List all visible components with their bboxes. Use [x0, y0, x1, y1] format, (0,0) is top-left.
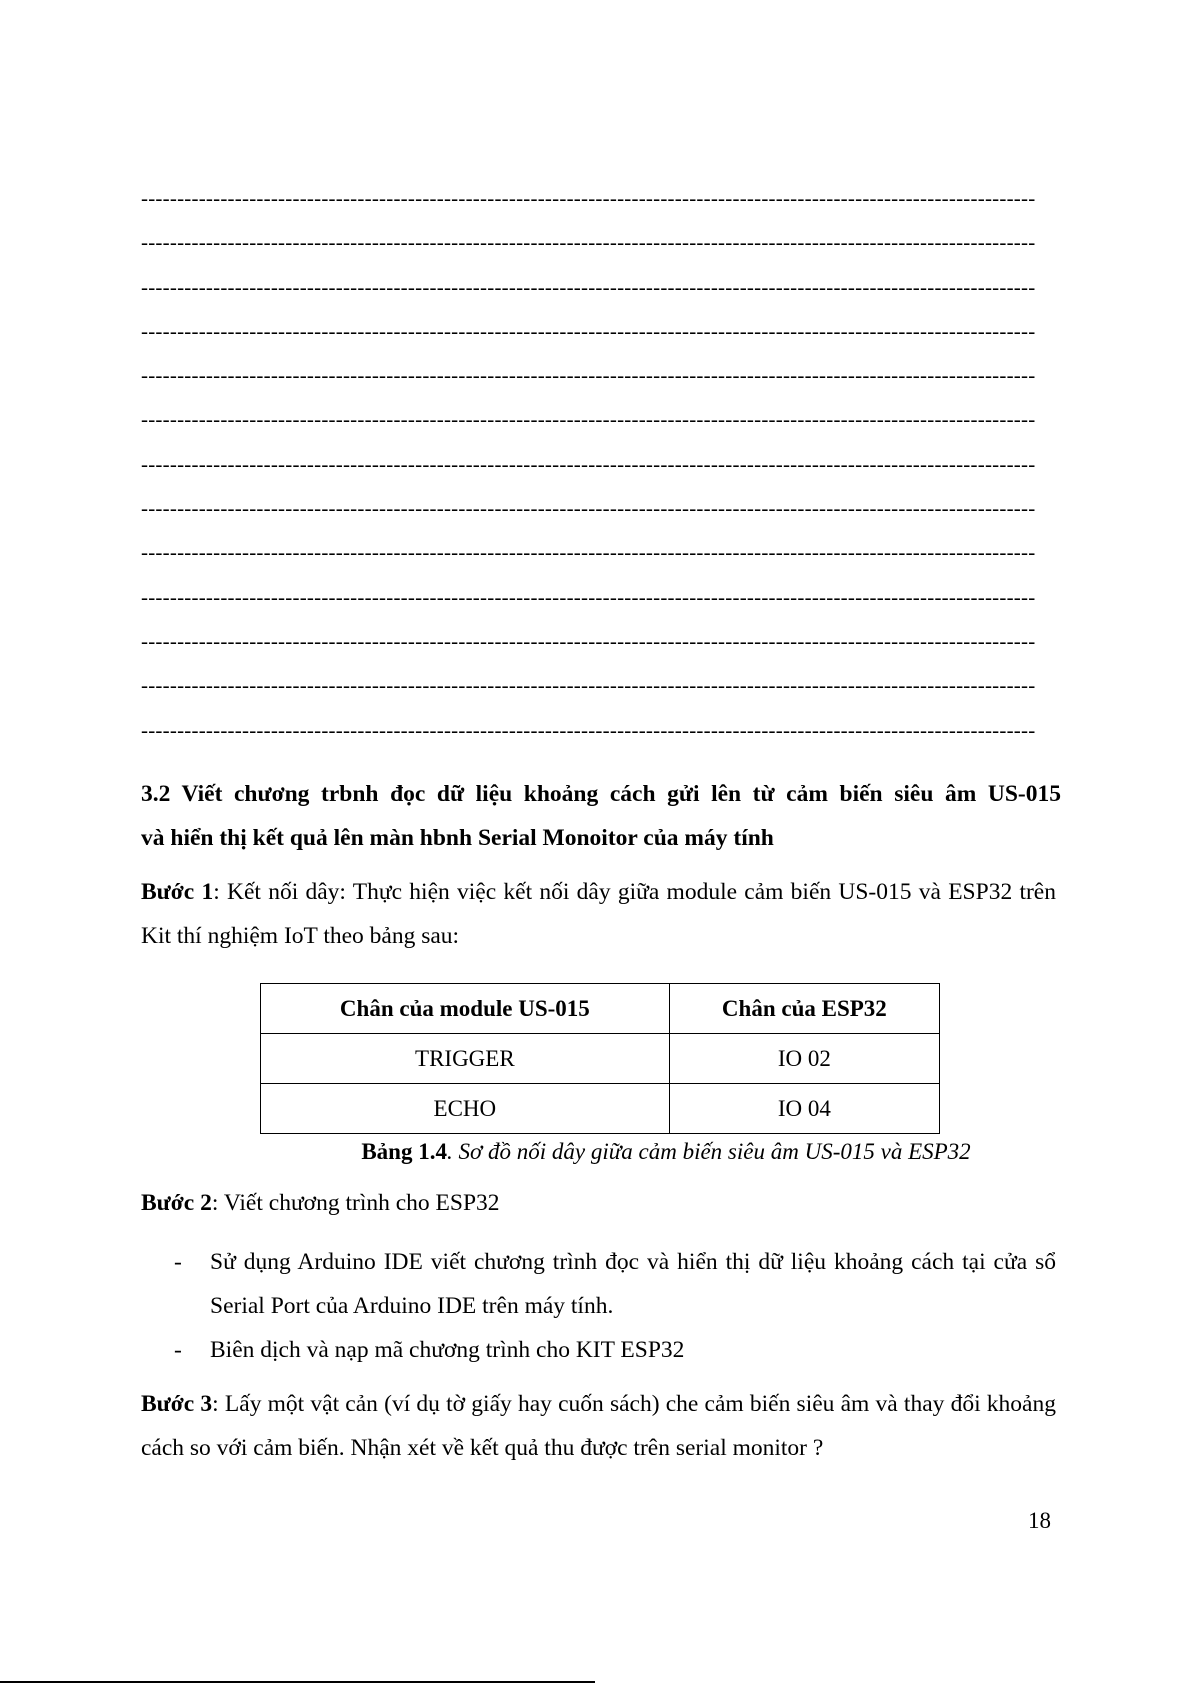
bullet-dash: - — [174, 1337, 182, 1363]
table-row — [261, 1034, 940, 1084]
step3-label: Bước 3 — [141, 1391, 213, 1417]
caption-number: Bảng 1.4 — [361, 1139, 447, 1164]
list-item — [141, 1328, 1056, 1372]
table-header-row — [261, 984, 940, 1034]
step2-text: : Viết chương trình cho ESP32 — [211, 1190, 500, 1216]
step1-paragraph — [141, 870, 1056, 958]
list-item — [141, 1240, 1056, 1328]
bullet-text: Biên dịch và nạp mã chương trình cho KIT ESP32 — [210, 1337, 685, 1363]
answer-line: ---------------------------------------------------------------------------------------------------------------------------- — [141, 452, 1036, 476]
answer-line: ---------------------------------------------------------------------------------------------------------------------------- — [141, 674, 1036, 698]
step3-paragraph — [141, 1382, 1056, 1470]
table-cell: IO 04 — [669, 1084, 939, 1134]
answer-line: ---------------------------------------------------------------------------------------------------------------------------- — [141, 408, 1036, 432]
answer-line: ---------------------------------------------------------------------------------------------------------------------------- — [141, 231, 1036, 255]
answer-line: ---------------------------------------------------------------------------------------------------------------------------- — [141, 364, 1036, 388]
table-caption — [141, 1137, 1191, 1167]
step3-text: : Lấy một vật cản (ví dụ tờ giấy hay cuốn sách) che cảm biến siêu âm và thay đổi khoảng cách so với cảm biến. Nhận xét về kết quả thu được trên serial monitor ? — [141, 1391, 1056, 1461]
step2-bullet-list — [141, 1240, 1056, 1372]
table-cell: ECHO — [261, 1084, 670, 1134]
table-cell: IO 02 — [669, 1034, 939, 1084]
table-header-module-pin: Chân của module US-015 — [261, 984, 670, 1034]
page-number: 18 — [1028, 1508, 1051, 1533]
table-row — [261, 1084, 940, 1134]
answer-line: ---------------------------------------------------------------------------------------------------------------------------- — [141, 319, 1036, 343]
answer-line: ---------------------------------------------------------------------------------------------------------------------------- — [141, 629, 1036, 653]
bullet-text: Sử dụng Arduino IDE viết chương trình đọc và hiển thị dữ liệu khoảng cách tại cửa sổ Serial Port của Arduino IDE trên máy tính. — [210, 1249, 1056, 1319]
answer-line: ---------------------------------------------------------------------------------------------------------------------------- — [141, 718, 1036, 742]
answer-line: ---------------------------------------------------------------------------------------------------------------------------- — [141, 541, 1036, 565]
bullet-dash: - — [174, 1249, 182, 1275]
table-cell: TRIGGER — [261, 1034, 670, 1084]
step2-paragraph — [141, 1181, 1056, 1225]
section-heading-line2: và hiển thị kết quả lên màn hbnh Serial Monoitor của máy tính — [141, 825, 774, 851]
step1-text: : Kết nối dây: Thực hiện việc kết nối dây giữa module cảm biến US-015 và ESP32 trên Kit thí nghiệm IoT theo bảng sau: — [141, 879, 1056, 949]
step2-label: Bước 2 — [141, 1190, 212, 1216]
footer-rule — [0, 1681, 595, 1683]
section-heading-line1: 3.2 Viết chương trbnh đọc dữ liệu khoảng cách gửi lên từ cảm biến siêu âm US-015 — [141, 781, 1061, 807]
caption-text: . Sơ đồ nối dây giữa cảm biến siêu âm US-015 và ESP32 — [446, 1139, 971, 1164]
answer-line: ---------------------------------------------------------------------------------------------------------------------------- — [141, 187, 1036, 210]
wiring-table — [260, 983, 940, 1134]
section-heading — [141, 772, 1061, 860]
answer-line: ---------------------------------------------------------------------------------------------------------------------------- — [141, 275, 1036, 299]
answer-line: ---------------------------------------------------------------------------------------------------------------------------- — [141, 585, 1036, 609]
answer-line: ---------------------------------------------------------------------------------------------------------------------------- — [141, 497, 1036, 521]
answer-lines — [141, 187, 1056, 763]
table-header-esp32-pin: Chân của ESP32 — [669, 984, 939, 1034]
step1-label: Bước 1 — [141, 879, 214, 905]
